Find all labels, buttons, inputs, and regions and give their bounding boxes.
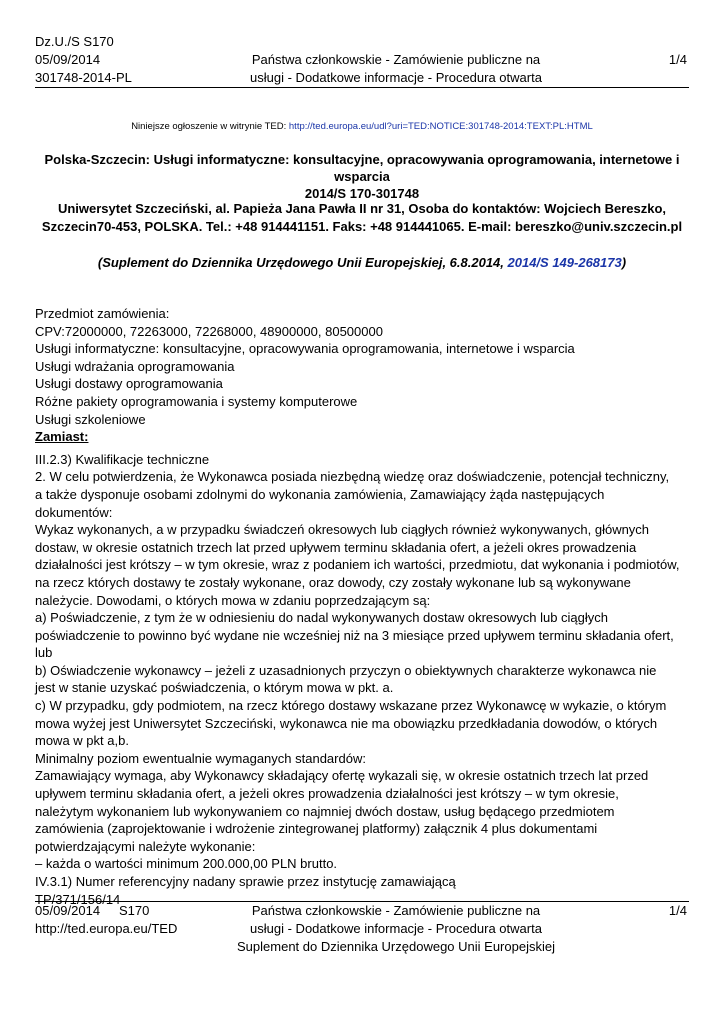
body-line: poświadczenie to powinno być wydane nie wcześniej niż na 3 miesiące przed upływem terminu składania ofert, bbox=[35, 627, 674, 643]
ted-notice-prefix: Niniejsze ogłoszenie w witrynie TED: bbox=[131, 121, 289, 132]
footer-date: 05/09/2014 bbox=[35, 903, 101, 918]
header-page-number: 1/4 bbox=[668, 52, 687, 67]
supplement-link[interactable]: 2014/S 149-268173 bbox=[507, 255, 622, 270]
body-line: III.2.3) Kwalifikacje techniczne bbox=[35, 451, 210, 467]
body-line: Zamawiający wymaga, aby Wykonawcy składający ofertę wykazali się, w okresie ostatnich trzech lat przed bbox=[35, 768, 649, 784]
body-line: upływem terminu składania ofert, a jeżeli okres prowadzenia działalności jest krótszy – w tym okresie, bbox=[35, 786, 619, 802]
footer-title-line2: usługi - Dodatkowe informacje - Procedura otwarta bbox=[250, 921, 542, 936]
body-line: b) Oświadczenie wykonawcy – jeżeli z uzasadnionych przyczyn o obiektywnych charakterze wykonawca nie bbox=[35, 662, 657, 678]
body-line: 2. W celu potwierdzenia, że Wykonawca posiada niezbędną wiedzę oraz doświadczenie, potencjał techniczny, bbox=[35, 469, 670, 485]
body-line: należytym wykonaniem lub wykonywaniem co najmniej dwóch dostaw, usług będącego przedmiotem bbox=[35, 803, 615, 819]
subject-line: CPV:72000000, 72263000, 72268000, 48900000, 80500000 bbox=[35, 323, 383, 339]
header-ref: 301748-2014-PL bbox=[35, 70, 132, 85]
zamiast-heading: Zamiast: bbox=[35, 429, 89, 445]
header-title-line1: Państwa członkowskie - Zamówienie publiczne na bbox=[251, 52, 541, 67]
supplement-prefix: (Suplement do Dziennika Urzędowego Unii Europejskiej, 6.8.2014, bbox=[97, 255, 508, 270]
header-date: 05/09/2014 bbox=[35, 52, 101, 67]
footer-title-line1: Państwa członkowskie - Zamówienie publiczne na bbox=[251, 903, 541, 918]
footer-url: http://ted.europa.eu/TED bbox=[35, 921, 178, 936]
supplement-suffix: ) bbox=[621, 255, 627, 270]
body-line: a) Poświadczenie, z tym że w odniesieniu do nadal wykonywanych dostaw okresowych lub ciągłych bbox=[35, 610, 609, 626]
subject-line: Różne pakiety oprogramowania i systemy komputerowe bbox=[35, 393, 358, 409]
header-meta bbox=[35, 33, 132, 87]
subject-line: Usługi wdrażania oprogramowania bbox=[35, 358, 235, 374]
footer-meta bbox=[35, 902, 177, 938]
doc-id: Dz.U./S S170 bbox=[35, 34, 114, 49]
subject-line: Usługi szkoleniowe bbox=[35, 411, 146, 427]
body-line: lub bbox=[35, 645, 53, 661]
header-title-line2: usługi - Dodatkowe informacje - Procedura otwarta bbox=[250, 70, 542, 85]
contact-line1: Uniwersytet Szczeciński, al. Papieża Jana Pawła II nr 31, Osoba do kontaktów: Wojciech Bereszko, bbox=[57, 201, 667, 216]
ted-notice-link[interactable]: http://ted.europa.eu/udl?uri=TED:NOTICE:301748-2014:TEXT:PL:HTML bbox=[288, 121, 593, 132]
notice-title-line2: 2014/S 170-301748 bbox=[304, 186, 420, 201]
body-line: a także dysponuje osobami zdolnymi do wykonania zamówienia, Zamawiający żąda następujących bbox=[35, 486, 605, 502]
footer-page-number: 1/4 bbox=[668, 903, 687, 918]
body-line: działalności jest krótszy – w tym okresie, wraz z podaniem ich wartości, przedmiotu, dat wykonania i podmiotów, bbox=[35, 557, 680, 573]
body-line: mowa wyżej jest Uniwersytet Szczeciński, wykonawca nie ma obowiązku przedkładania dowodów, o których bbox=[35, 715, 658, 731]
body-line: IV.3.1) Numer referencyjny nadany sprawie przez instytucję zamawiającą bbox=[35, 874, 456, 889]
body-line: potwierdzającymi należyte wykonanie: bbox=[35, 838, 256, 854]
subject-line: Usługi informatyczne: konsultacyjne, opracowywania oprogramowania, internetowe i wsparcia bbox=[35, 341, 575, 357]
footer-series: S170 bbox=[119, 903, 150, 918]
body-line: dostaw, w okresie ostatnich trzech lat przed upływem terminu składania ofert, a jeżeli okres prowadzenia bbox=[35, 539, 637, 555]
contracting-authority bbox=[30, 200, 694, 236]
footer-title-line3: Suplement do Dziennika Urzędowego Unii Europejskiej bbox=[237, 939, 555, 954]
header-divider bbox=[35, 87, 689, 88]
body-line: jest w stanie uzyskać poświadczenia, o którym mowa w pkt. a. bbox=[35, 680, 394, 696]
ted-notice bbox=[0, 121, 724, 132]
body-line: dokumentów: bbox=[35, 504, 113, 520]
body-line: Wykaz wykonanych, a w przypadku świadczeń okresowych lub ciągłych również wykonywanych, głównych bbox=[35, 522, 650, 538]
contact-line2: Szczecin70-453, POLSKA. Tel.: +48 914441151. Faks: +48 914441065. E-mail: bereszko@univ.szczecin.pl bbox=[41, 219, 683, 234]
body-line: – każda o wartości minimum 200.000,00 PLN brutto. bbox=[35, 856, 338, 872]
body-line: Minimalny poziom ewentualnie wymaganych standardów: bbox=[35, 750, 366, 766]
body-line: na rzecz których dostawy te zostały wykonane, oraz dowody, czy zostały wykonane lub są wykonywane bbox=[35, 574, 631, 590]
subject-line: Przedmiot zamówienia: bbox=[35, 306, 170, 321]
notice-title-line1: Polska-Szczecin: Usługi informatyczne: konsultacyjne, opracowywania oprogramowania, internetowe i wsparcia bbox=[44, 152, 680, 184]
notice-title bbox=[30, 151, 694, 202]
body-line: zamówienia (zaprojektowanie i wdrożenie zintegrowanej platformy) załącznik 4 plus dokumentami bbox=[35, 821, 598, 837]
notice-body bbox=[35, 305, 689, 908]
header-title bbox=[200, 51, 592, 87]
footer-title bbox=[200, 902, 592, 956]
body-line: TP/371/156/14 bbox=[35, 891, 121, 907]
body-line: c) W przypadku, gdy podmiotem, na rzecz którego dostawy wskazane przez Wykonawcę w wykazie, o którym bbox=[35, 698, 667, 714]
supplement-reference bbox=[30, 255, 694, 270]
subject-line: Usługi dostawy oprogramowania bbox=[35, 376, 223, 392]
body-line: mowa w pkt a,b. bbox=[35, 733, 129, 749]
body-line: należycie. Dowodami, o których mowa w zdaniu poprzedzającym są: bbox=[35, 592, 431, 608]
